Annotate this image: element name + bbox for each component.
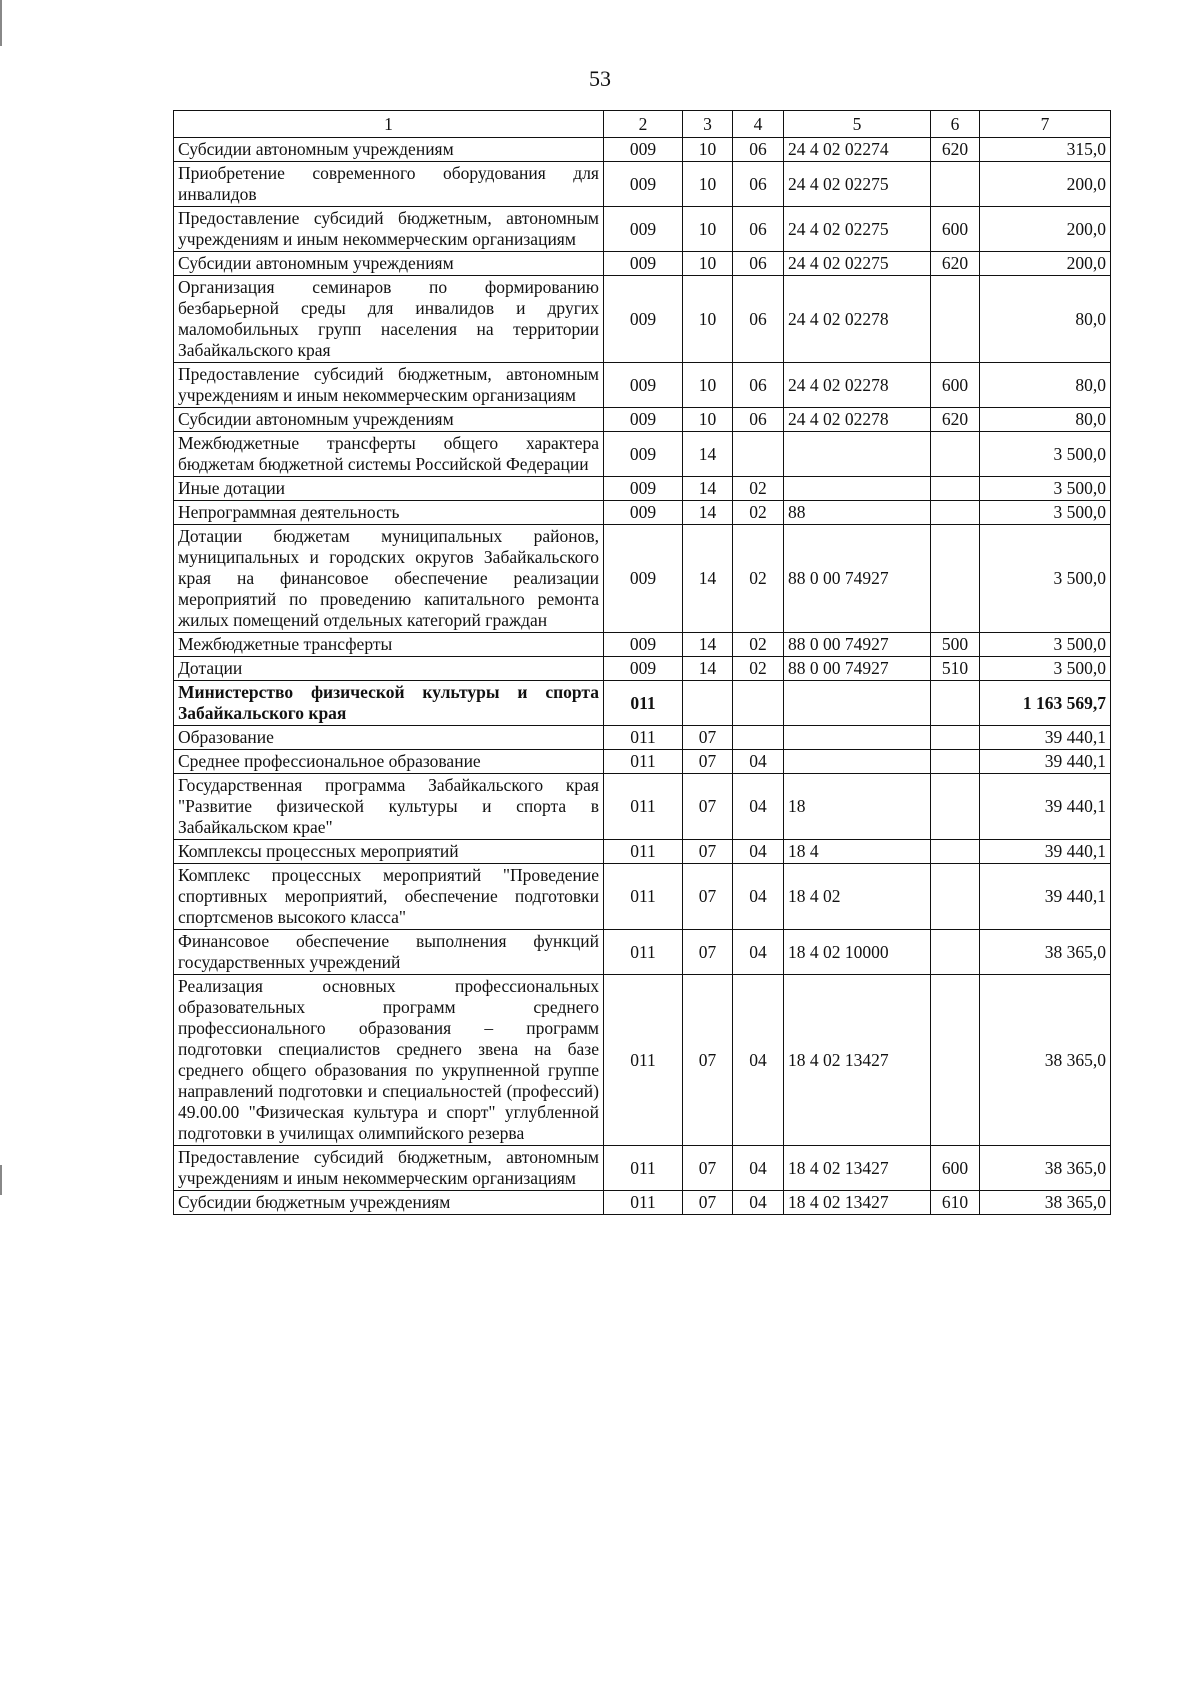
row-c2-cell: 011	[604, 681, 683, 726]
row-c3-cell: 07	[683, 840, 733, 864]
row-c5-cell: 18 4 02 13427	[784, 975, 931, 1146]
row-c5-cell: 18 4 02 13427	[784, 1146, 931, 1191]
row-c3-cell: 07	[683, 975, 733, 1146]
row-name-cell: Комплексы процессных мероприятий	[174, 840, 604, 864]
row-name-cell: Государственная программа Забайкальского края "Развитие физической культуры и спорта в Забайкальском крае"	[174, 774, 604, 840]
table-row	[174, 138, 1111, 162]
row-name-cell: Межбюджетные трансферты	[174, 633, 604, 657]
row-c5-cell	[784, 726, 931, 750]
row-c7-cell: 80,0	[980, 363, 1111, 408]
row-c5-cell: 24 4 02 02278	[784, 408, 931, 432]
table-body	[174, 138, 1111, 1215]
row-c7-cell: 38 365,0	[980, 975, 1111, 1146]
row-c4-cell: 02	[733, 657, 784, 681]
row-c4-cell: 06	[733, 363, 784, 408]
row-c5-cell: 24 4 02 02275	[784, 207, 931, 252]
row-c2-cell: 011	[604, 864, 683, 930]
row-c7-cell: 80,0	[980, 408, 1111, 432]
row-c3-cell: 14	[683, 657, 733, 681]
budget-table	[173, 110, 1111, 1215]
table-row	[174, 774, 1111, 840]
row-c7-cell: 80,0	[980, 276, 1111, 363]
row-c4-cell: 06	[733, 207, 784, 252]
row-c3-cell: 10	[683, 408, 733, 432]
row-c7-cell: 200,0	[980, 207, 1111, 252]
row-name-cell: Реализация основных профессиональных образовательных программ среднего профессионального образования – программ подготовки специалистов среднего звена на базе среднего общего образования по укрупненной группе направлений подготовки и специальностей (профессий) 49.00.00 "Физическая культура и спорт" углубленной подготовки в училищах олимпийского резерва	[174, 975, 604, 1146]
row-name-cell: Субсидии автономным учреждениям	[174, 252, 604, 276]
row-c6-cell	[931, 864, 980, 930]
page-number: 53	[589, 66, 611, 91]
row-c7-cell: 38 365,0	[980, 930, 1111, 975]
row-c3-cell: 10	[683, 276, 733, 363]
row-name-cell: Предоставление субсидий бюджетным, автономным учреждениям и иным некоммерческим организациям	[174, 207, 604, 252]
row-c4-cell: 04	[733, 930, 784, 975]
table-row	[174, 501, 1111, 525]
row-c2-cell: 009	[604, 408, 683, 432]
row-c4-cell: 06	[733, 162, 784, 207]
header-cell: 5	[784, 111, 931, 138]
row-c7-cell: 3 500,0	[980, 525, 1111, 633]
row-c7-cell: 39 440,1	[980, 840, 1111, 864]
table-row	[174, 162, 1111, 207]
header-cell: 1	[174, 111, 604, 138]
table-row	[174, 408, 1111, 432]
row-name-cell: Приобретение современного оборудования для инвалидов	[174, 162, 604, 207]
row-c3-cell: 07	[683, 1191, 733, 1215]
table-row	[174, 975, 1111, 1146]
row-c7-cell: 39 440,1	[980, 726, 1111, 750]
row-c4-cell: 02	[733, 633, 784, 657]
row-c7-cell: 3 500,0	[980, 477, 1111, 501]
header-cell: 7	[980, 111, 1111, 138]
row-c3-cell: 14	[683, 501, 733, 525]
row-c2-cell: 011	[604, 930, 683, 975]
row-c4-cell: 04	[733, 1191, 784, 1215]
row-c5-cell: 18 4	[784, 840, 931, 864]
row-name-cell: Непрограммная деятельность	[174, 501, 604, 525]
row-c7-cell: 38 365,0	[980, 1146, 1111, 1191]
row-c7-cell: 3 500,0	[980, 501, 1111, 525]
row-c6-cell	[931, 501, 980, 525]
row-c4-cell	[733, 726, 784, 750]
row-name-cell: Организация семинаров по формированию безбарьерной среды для инвалидов и других маломобильных групп населения на территории Забайкальского края	[174, 276, 604, 363]
row-c3-cell: 07	[683, 750, 733, 774]
row-c2-cell: 011	[604, 1191, 683, 1215]
row-c5-cell: 88	[784, 501, 931, 525]
row-c6-cell	[931, 840, 980, 864]
row-name-cell: Образование	[174, 726, 604, 750]
table-row	[174, 525, 1111, 633]
row-c7-cell: 38 365,0	[980, 1191, 1111, 1215]
table-row	[174, 726, 1111, 750]
row-c5-cell	[784, 477, 931, 501]
table-row	[174, 1191, 1111, 1215]
table-row	[174, 930, 1111, 975]
row-c7-cell: 3 500,0	[980, 432, 1111, 477]
table-row	[174, 633, 1111, 657]
row-c2-cell: 011	[604, 975, 683, 1146]
row-c3-cell: 07	[683, 864, 733, 930]
table-row	[174, 1146, 1111, 1191]
row-c3-cell	[683, 681, 733, 726]
row-name-cell: Дотации бюджетам муниципальных районов, муниципальных и городских округов Забайкальского края на финансовое обеспечение реализации мероприятий по проведению капитального ремонта жилых помещений отдельных категорий граждан	[174, 525, 604, 633]
row-c7-cell: 39 440,1	[980, 750, 1111, 774]
row-c2-cell: 009	[604, 276, 683, 363]
row-name-cell: Иные дотации	[174, 477, 604, 501]
row-c2-cell: 009	[604, 633, 683, 657]
row-c6-cell	[931, 477, 980, 501]
row-c2-cell: 009	[604, 363, 683, 408]
row-c6-cell	[931, 432, 980, 477]
row-c2-cell: 011	[604, 1146, 683, 1191]
row-c7-cell: 39 440,1	[980, 864, 1111, 930]
row-c3-cell: 07	[683, 1146, 733, 1191]
table-row	[174, 276, 1111, 363]
row-c6-cell: 620	[931, 138, 980, 162]
row-c2-cell: 009	[604, 252, 683, 276]
table-row	[174, 840, 1111, 864]
row-c6-cell: 510	[931, 657, 980, 681]
table-row	[174, 432, 1111, 477]
header-cell: 3	[683, 111, 733, 138]
row-name-cell: Дотации	[174, 657, 604, 681]
row-c3-cell: 10	[683, 363, 733, 408]
row-c2-cell: 009	[604, 525, 683, 633]
row-c6-cell	[931, 726, 980, 750]
row-c3-cell: 10	[683, 162, 733, 207]
row-c5-cell: 18 4 02	[784, 864, 931, 930]
row-c3-cell: 14	[683, 432, 733, 477]
row-c5-cell: 88 0 00 74927	[784, 525, 931, 633]
table-row	[174, 477, 1111, 501]
row-c4-cell: 04	[733, 774, 784, 840]
row-c3-cell: 14	[683, 633, 733, 657]
header-cell: 4	[733, 111, 784, 138]
row-c5-cell	[784, 432, 931, 477]
header-cell: 6	[931, 111, 980, 138]
row-c4-cell: 04	[733, 840, 784, 864]
row-c4-cell: 02	[733, 501, 784, 525]
row-c2-cell: 009	[604, 432, 683, 477]
row-c5-cell: 18	[784, 774, 931, 840]
row-c3-cell: 10	[683, 207, 733, 252]
row-name-cell: Среднее профессиональное образование	[174, 750, 604, 774]
row-c2-cell: 009	[604, 477, 683, 501]
row-c4-cell	[733, 681, 784, 726]
row-c2-cell: 009	[604, 162, 683, 207]
row-c2-cell: 009	[604, 501, 683, 525]
row-c5-cell: 18 4 02 10000	[784, 930, 931, 975]
row-c5-cell: 24 4 02 02278	[784, 363, 931, 408]
row-c3-cell: 07	[683, 774, 733, 840]
table-row	[174, 657, 1111, 681]
row-c5-cell	[784, 681, 931, 726]
row-c6-cell	[931, 774, 980, 840]
row-c5-cell: 88 0 00 74927	[784, 657, 931, 681]
row-c6-cell	[931, 975, 980, 1146]
row-c6-cell: 620	[931, 408, 980, 432]
row-name-cell: Предоставление субсидий бюджетным, автономным учреждениям и иным некоммерческим организациям	[174, 1146, 604, 1191]
row-c2-cell: 009	[604, 138, 683, 162]
row-c6-cell: 620	[931, 252, 980, 276]
row-c4-cell: 06	[733, 252, 784, 276]
table-row	[174, 681, 1111, 726]
row-c2-cell: 009	[604, 657, 683, 681]
row-c2-cell: 011	[604, 774, 683, 840]
row-c3-cell: 10	[683, 252, 733, 276]
scan-mark	[0, 0, 2, 46]
row-c4-cell: 04	[733, 864, 784, 930]
row-c7-cell: 3 500,0	[980, 657, 1111, 681]
row-name-cell: Предоставление субсидий бюджетным, автономным учреждениям и иным некоммерческим организациям	[174, 363, 604, 408]
row-c4-cell: 04	[733, 975, 784, 1146]
row-c2-cell: 011	[604, 840, 683, 864]
row-c6-cell	[931, 162, 980, 207]
row-c5-cell: 24 4 02 02275	[784, 252, 931, 276]
row-c7-cell: 3 500,0	[980, 633, 1111, 657]
row-c2-cell: 011	[604, 726, 683, 750]
row-name-cell: Субсидии автономным учреждениям	[174, 138, 604, 162]
row-c4-cell: 06	[733, 276, 784, 363]
header-row	[174, 111, 1111, 138]
row-c4-cell	[733, 432, 784, 477]
row-c5-cell: 24 4 02 02274	[784, 138, 931, 162]
row-c2-cell: 011	[604, 750, 683, 774]
row-name-cell: Субсидии автономным учреждениям	[174, 408, 604, 432]
row-c5-cell: 18 4 02 13427	[784, 1191, 931, 1215]
row-c7-cell: 315,0	[980, 138, 1111, 162]
row-c5-cell: 24 4 02 02278	[784, 276, 931, 363]
row-name-cell: Финансовое обеспечение выполнения функций государственных учреждений	[174, 930, 604, 975]
table-row	[174, 363, 1111, 408]
header-cell: 2	[604, 111, 683, 138]
row-c6-cell: 600	[931, 1146, 980, 1191]
row-c5-cell: 88 0 00 74927	[784, 633, 931, 657]
row-c3-cell: 14	[683, 525, 733, 633]
row-c6-cell	[931, 930, 980, 975]
row-c6-cell: 500	[931, 633, 980, 657]
row-name-cell: Межбюджетные трансферты общего характера бюджетам бюджетной системы Российской Федерации	[174, 432, 604, 477]
row-c5-cell	[784, 750, 931, 774]
row-c3-cell: 14	[683, 477, 733, 501]
row-c2-cell: 009	[604, 207, 683, 252]
row-name-cell: Субсидии бюджетным учреждениям	[174, 1191, 604, 1215]
row-name-cell: Министерство физической культуры и спорта Забайкальского края	[174, 681, 604, 726]
row-c3-cell: 07	[683, 726, 733, 750]
row-c3-cell: 10	[683, 138, 733, 162]
row-c4-cell: 04	[733, 1146, 784, 1191]
row-c7-cell: 39 440,1	[980, 774, 1111, 840]
row-c4-cell: 06	[733, 408, 784, 432]
table-row	[174, 207, 1111, 252]
row-c4-cell: 02	[733, 477, 784, 501]
row-c6-cell	[931, 525, 980, 633]
row-c6-cell: 600	[931, 363, 980, 408]
row-c4-cell: 06	[733, 138, 784, 162]
row-c6-cell	[931, 681, 980, 726]
row-c3-cell: 07	[683, 930, 733, 975]
row-c7-cell: 200,0	[980, 162, 1111, 207]
row-c4-cell: 04	[733, 750, 784, 774]
row-name-cell: Комплекс процессных мероприятий "Проведение спортивных мероприятий, обеспечение подготовки спортсменов высокого класса"	[174, 864, 604, 930]
row-c4-cell: 02	[733, 525, 784, 633]
row-c6-cell	[931, 750, 980, 774]
table-row	[174, 252, 1111, 276]
row-c6-cell: 600	[931, 207, 980, 252]
row-c6-cell: 610	[931, 1191, 980, 1215]
row-c6-cell	[931, 276, 980, 363]
row-c5-cell: 24 4 02 02275	[784, 162, 931, 207]
table-row	[174, 864, 1111, 930]
row-c7-cell: 1 163 569,7	[980, 681, 1111, 726]
row-c7-cell: 200,0	[980, 252, 1111, 276]
scan-mark	[0, 1165, 2, 1195]
table-row	[174, 750, 1111, 774]
